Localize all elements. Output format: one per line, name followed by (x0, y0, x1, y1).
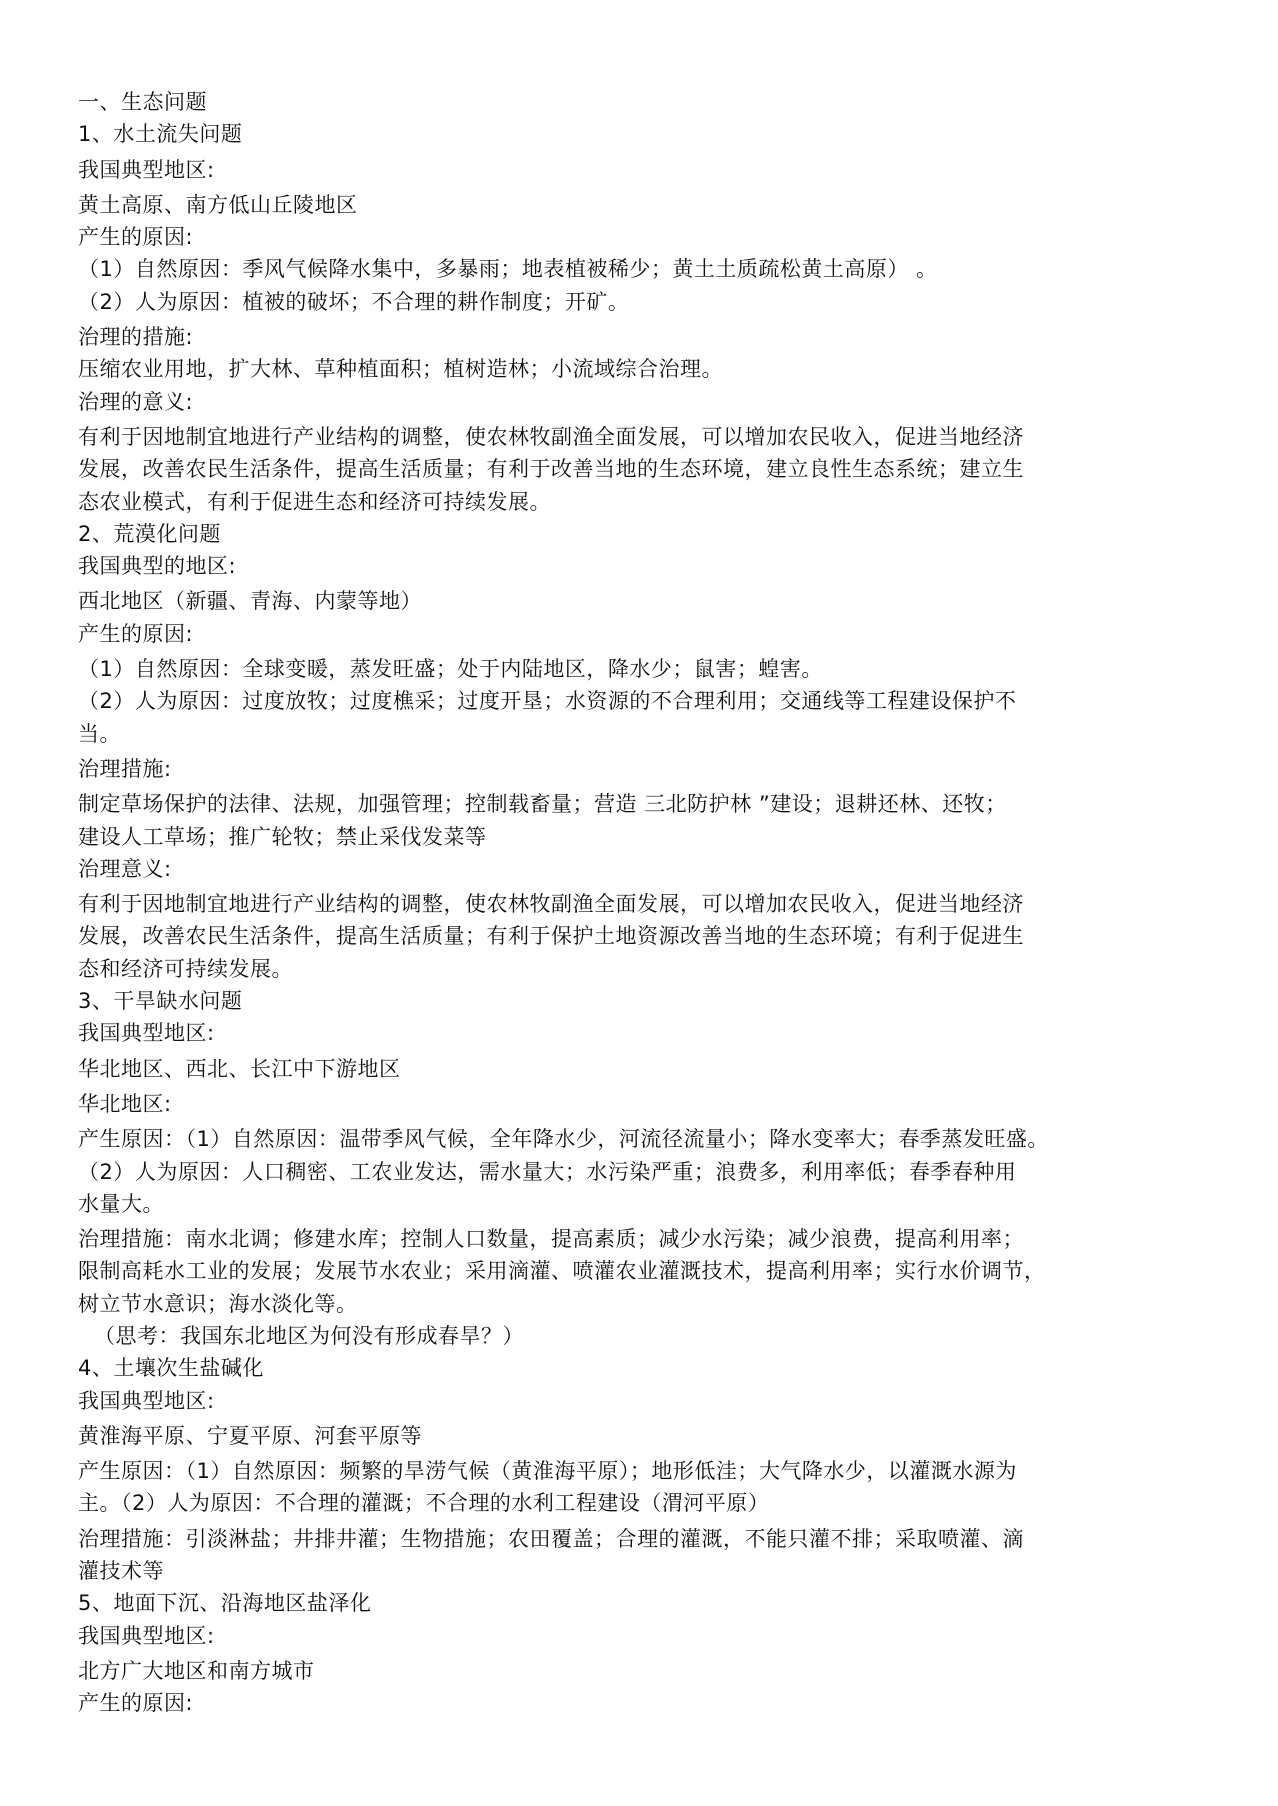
text-line: 我国典型地区: (78, 157, 215, 182)
text-line: 产生的原因: (78, 621, 194, 646)
text-line: 发展，改善农民生活条件，提高生活质量；有利于改善当地的生态环境，建立良性生态系统；建立生 (78, 457, 1024, 482)
text-line: 黄淮海平原、宁夏平原、河套平原等 (78, 1423, 422, 1448)
text-line: 主。（2）人为原因：不合理的灌溉；不合理的水利工程建设（渭河平原） (78, 1491, 770, 1516)
text-line: 产生的原因: (78, 1691, 194, 1716)
text-line: 西北地区（新疆、青海、内蒙等地） (78, 589, 422, 614)
text-line: 态农业模式，有利于促进生态和经济可持续发展。 (78, 489, 551, 514)
subsection-heading: 3、干旱缺水问题 (78, 989, 243, 1014)
text-line: 我国典型地区: (78, 1388, 215, 1413)
text-line: 制定草场保护的法律、法规，加强管理；控制载畜量；营造 三北防护林 ”建设；退耕还林、还牧； (78, 792, 1007, 817)
text-line: （1）自然原因：季风气候降水集中，多暴雨；地表植被稀少；黄土土质疏松黄土高原） 。 (78, 257, 938, 282)
text-line: 产生的原因: (78, 225, 194, 250)
text-line: （1）自然原因：全球变暖，蒸发旺盛；处于内陆地区，降水少；鼠害；蝗害。 (78, 657, 823, 682)
document-page (78, 86, 1208, 1720)
text-line: 黄土高原、南方低山丘陵地区 (78, 192, 358, 217)
text-line: 限制高耗水工业的发展；发展节水农业；采用滴灌、喷灌农业灌溉技术，提高利用率；实行水价调节， (78, 1259, 1046, 1284)
text-line: （2）人为原因：过度放牧；过度樵采；过度开垦；水资源的不合理利用；交通线等工程建设保护不 (78, 689, 1017, 714)
text-line: 灌技术等 (78, 1559, 164, 1584)
subsection-heading: 2、荒漠化问题 (78, 521, 221, 546)
text-line: 治理的措施: (78, 325, 194, 350)
text-line: 我国典型地区: (78, 1623, 215, 1648)
text-line: 我国典型地区: (78, 1021, 215, 1046)
text-line: 治理措施：南水北调；修建水库；控制人口数量，提高素质；减少水污染；减少浪费，提高利用率； (78, 1227, 1024, 1252)
subsection-heading: 5、地面下沉、沿海地区盐泽化 (78, 1591, 372, 1616)
text-line: 压缩农业用地，扩大林、草种植面积；植树造林；小流域综合治理。 (78, 357, 723, 382)
text-line: （2）人为原因：植被的破坏；不合理的耕作制度；开矿。 (78, 289, 630, 314)
text-line: 建设人工草场；推广轮牧；禁止采伐发菜等 (78, 824, 487, 849)
subsection-heading: 4、土壤次生盐碱化 (78, 1356, 264, 1381)
text-line: 有利于因地制宜地进行产业结构的调整，使农林牧副渔全面发展，可以增加农民收入，促进当地经济 (78, 424, 1024, 449)
text-line: 华北地区: (78, 1091, 172, 1116)
text-line: 我国典型的地区: (78, 554, 237, 579)
text-line: 发展，改善农民生活条件，提高生活质量；有利于保护土地资源改善当地的生态环境；有利于促进生 (78, 924, 1024, 949)
text-line: 治理措施：引淡淋盐；井排井灌；生物措施；农田覆盖；合理的灌溉，不能只灌不排；采取喷灌、滴 (78, 1526, 1024, 1551)
text-line: 态和经济可持续发展。 (78, 956, 293, 981)
text-line: 产生原因：（1）自然原因：温带季风气候，全年降水少，河流径流量小；降水变率大；春季蒸发旺盛。 (78, 1127, 1049, 1152)
text-line: 北方广大地区和南方城市 (78, 1658, 315, 1683)
text-line: 产生原因：（1）自然原因：频繁的旱涝气候（黄淮海平原）；地形低洼；大气降水少，以灌溉水源为 (78, 1459, 1017, 1484)
text-line: （思考：我国东北地区为何没有形成春旱？） (94, 1323, 524, 1348)
text-line: 治理措施: (78, 756, 172, 781)
text-line: 治理的意义: (78, 389, 194, 414)
section-heading: 一、生态问题 (78, 90, 207, 114)
subsection-heading: 1、水土流失问题 (78, 122, 243, 147)
text-line: （2）人为原因：人口稠密、工农业发达，需水量大；水污染严重；浪费多，利用率低；春季春种用 (78, 1159, 1017, 1184)
text-line: 当。 (78, 721, 121, 746)
text-line: 树立节水意识；海水淡化等。 (78, 1291, 358, 1316)
text-line: 华北地区、西北、长江中下游地区 (78, 1056, 401, 1081)
text-line: 治理意义: (78, 856, 172, 881)
text-line: 水量大。 (78, 1191, 164, 1216)
text-line: 有利于因地制宜地进行产业结构的调整，使农林牧副渔全面发展，可以增加农民收入，促进当地经济 (78, 892, 1024, 917)
